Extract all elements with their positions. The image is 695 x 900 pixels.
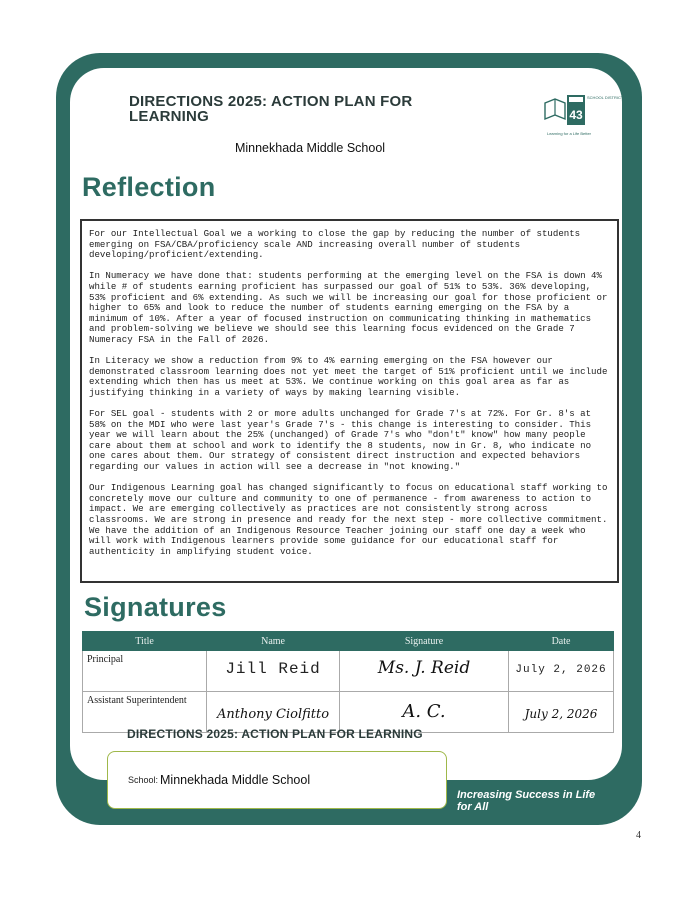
row-name: Anthony Ciolfitto [217,707,330,722]
signatures-table [82,631,614,733]
reflection-heading: Reflection [82,172,216,202]
col-date: Date [509,632,614,651]
row-name: Jill Reid [225,660,321,678]
reflection-paragraph-intellectual: For our Intellectual Goal we a working to close the gap by reducing the number of students emerging on FSA/CBA/proficiency scale AND increasing overall number of students developing/proficient/extending. [89,228,581,261]
reflection-paragraph-sel: For SEL goal - students with 2 or more adults unchanged for Grade 7's at 72%. For Gr. 8's at 58% on the MDI who were last year's Grade 7's - this change is interesting to consider. This year we will learn about the 25% (unchanged) of Grade 7's who "don't" know" how many people care about them at school and work to identify the 8 students, now in Gr. 8, who indicate no one cares about them. Our strategy of consistent direct instruction and expected behaviors regarding our values in action will see a decrease in "not knowing." [89,408,592,473]
signatures-header-row [83,632,614,651]
reflection-paragraph-indigenous: Our Indigenous Learning goal has changed significantly to focus on educational staff working to concretely move our culture and community to one of permanence - from awareness to action to impact. We are emerging collectively as practices are not consistently strong across classrooms. We are strong in presence and ready for the next step - more collective commitment. We have the addition of an Indigenous Resource Teacher joining our staff one day a week who will work with Indigenous learners provide some guidance for our educational staff for authenticity in amplifying student voice. [89,482,608,557]
row-date: July 2, 2026 [515,664,607,676]
reflection-box [80,219,619,583]
signature-row-principal [83,651,614,692]
signatures-heading: Signatures [84,592,227,622]
school-field-value: Minnekhada Middle School [160,773,311,787]
school-field-box [107,751,447,809]
logo-top-text: SCHOOL DISTRICT [587,95,624,100]
school-district-logo [541,93,624,141]
school-name: Minnekhada Middle School [234,141,386,155]
row-title: Assistant Superintendent [83,692,207,733]
page-number: 4 [636,830,641,841]
row-title: Principal [83,651,207,692]
reflection-paragraph-literacy: In Literacy we show a reduction from 9% to 4% earning emerging on the FSA however our demonstrated classroom learning does not yet meet the target of 51% proficient until we include extending which then has us meet at 53%. We continue working on this goal area as far as justifying thinking in a variety of ways by making learning visible. [89,355,608,398]
row-date: July 2, 2026 [524,707,598,721]
col-title: Title [83,632,207,651]
footer-tagline: Increasing Success in Life for All [457,789,596,813]
header-title: DIRECTIONS 2025: ACTION PLAN FOR LEARNING [129,93,413,125]
reflection-paragraph-numeracy: In Numeracy we have done that: students performing at the emerging level on the FSA is down 4% while # of students earning proficient has surpassed our goal of 51% to 53%. 36% developing, 53% proficient and 6% extending. As such we will be increasing our goal for those proficient or higher to 65% and look to reduce the number of students earning emerging on the FSA by a minimum of 10%. After a year of focused instruction on communicating thinking in mathematics and problem-solving we believe we should see this learning focus evidenced on the Grade 7 Numeracy FSA in the Fall of 2026. [89,270,608,345]
footer-title: DIRECTIONS 2025: ACTION PLAN FOR LEARNING [127,727,423,741]
col-name: Name [207,632,340,651]
col-signature: Signature [339,632,508,651]
school-field-label: School: [128,775,159,785]
row-signature: A. C. [402,701,446,722]
logo-caption: Learning for a Life Better [546,131,592,136]
row-signature: Ms. J. Reid [377,658,471,678]
book-icon [545,99,565,119]
logo-number: 43 [569,108,583,122]
